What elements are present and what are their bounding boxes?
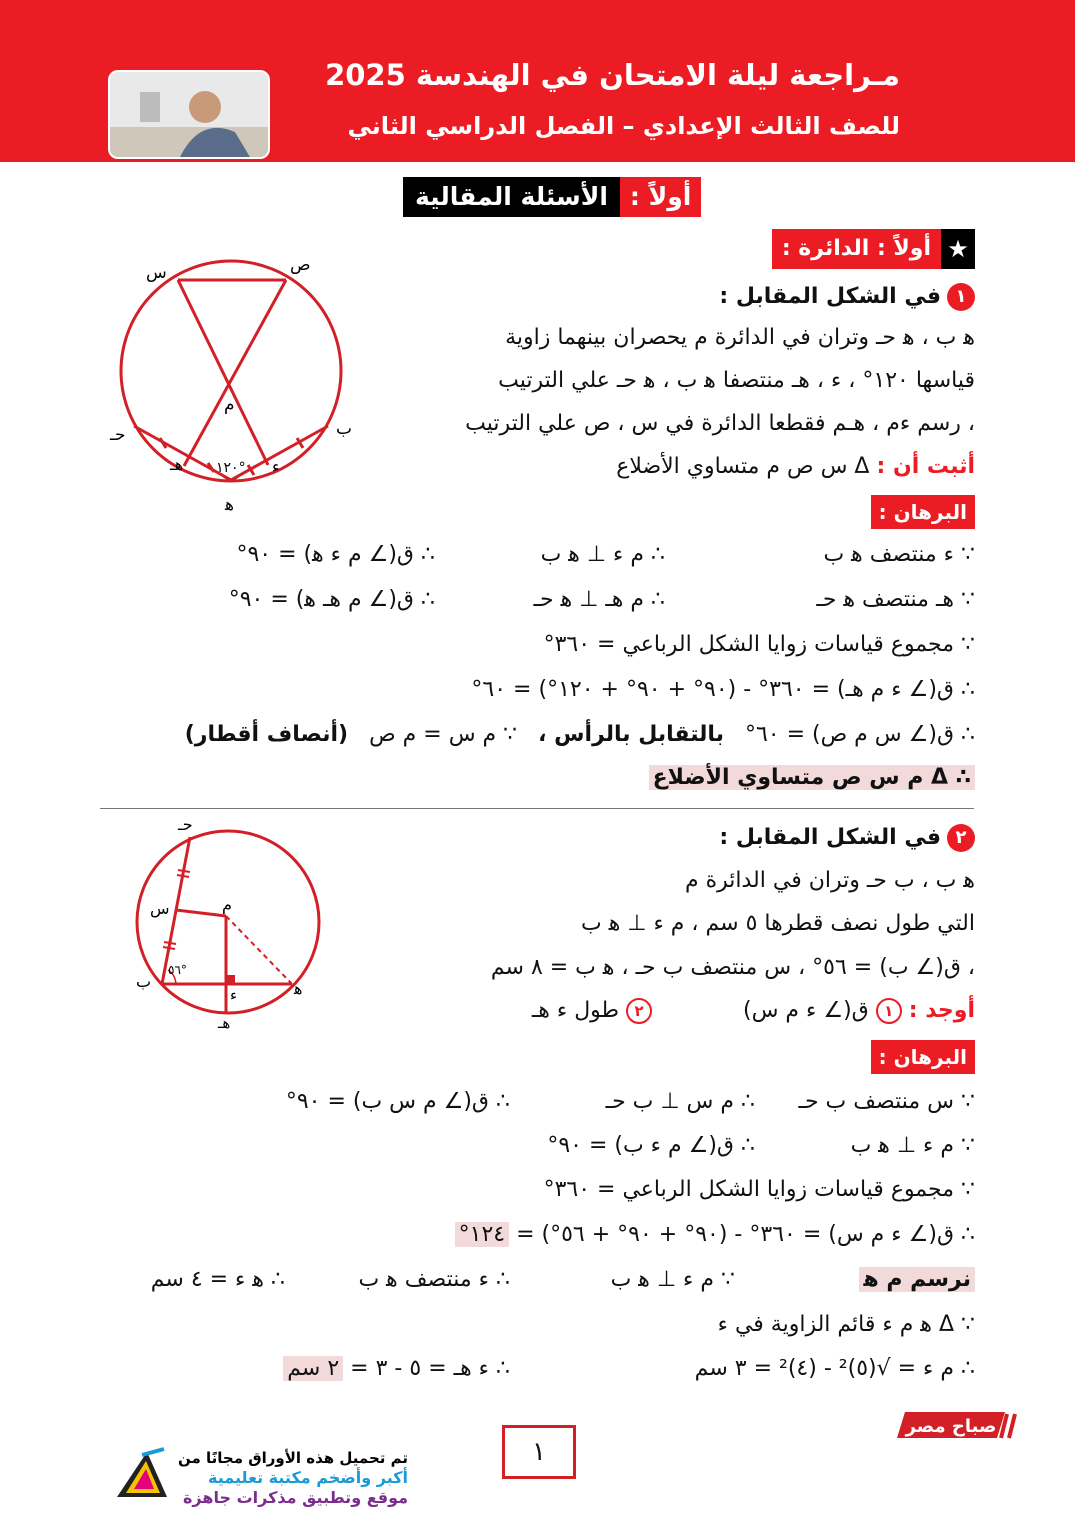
section-heading-part1: أولاً : (620, 177, 701, 217)
q2-proof-5b: ∵ م ء ⊥ ﻫ ب (610, 1267, 735, 1292)
q2-proof-7b (283, 1354, 510, 1384)
q1-label-h: حـ (110, 425, 126, 445)
q2-label-m: م (222, 895, 232, 914)
q1-proof-4: ∴ ق(∠ ء م هـ) = ٣٦٠° - (٩٠° + ٩٠° + ١٢٠°) = ٦٠° (471, 677, 975, 702)
q1-angle-label: ١٢٠° (216, 460, 246, 476)
q2-line-2: التي طول نصف قطرها ٥ سم ، م ء ⊥ ﻫ ب (580, 911, 975, 936)
q2-proof-1c: ∴ ق(∠ م س ب) = ٩٠° (285, 1089, 510, 1114)
q1-proof-2c: ∴ ق(∠ م هـ ﻫ) = ٩٠° (228, 587, 435, 612)
q2-proof-5c: ∴ ء منتصف ﻫ ب (358, 1267, 510, 1292)
footer-line-1: تم تحميل هذه الأوراق مجانًا من (178, 1449, 409, 1467)
q1-proof-3: ∵ مجموع قياسات زوايا الشكل الرباعي = ٣٦٠° (543, 632, 975, 657)
q1-label-a: ﻫ (225, 495, 234, 515)
brand-logo (855, 1410, 1023, 1440)
q1-proof-2b: ∴ م هـ ⊥ ﻫ حـ (533, 587, 665, 612)
q1-conclusion-text: ∴ Δ م س ص متساوي الأضلاع (649, 765, 975, 790)
brand-name: صباح مصر (905, 1416, 997, 1437)
q1-number-badge: ١ (947, 283, 975, 311)
q1-proof-5 (185, 720, 975, 750)
library-logo-icon (112, 1447, 172, 1502)
q2-proof-5a (859, 1265, 975, 1295)
q2-find-1: ق(∠ ء م س) (742, 998, 869, 1023)
q1-proof-1c: ∴ ق(∠ م ء ﻫ) = ٩٠° (236, 542, 435, 567)
q1-prove-label: أثبت أن : (876, 454, 975, 479)
q1-proof-5d: (أنصاف أقطار) (184, 722, 349, 747)
q2-proof-4-text: ∴ ق(∠ ء م س) = ٣٦٠° - (٩٠° + ٩٠° + ٥٦°) = (516, 1222, 975, 1247)
q2-proof-2a: ∵ م ء ⊥ ﻫ ب (850, 1133, 975, 1158)
q2-number-badge: ٢ (947, 824, 975, 852)
q1-heading (719, 282, 975, 312)
page-number: ١ (502, 1425, 576, 1479)
q1-proof-5b: بالتقابل بالرأس ، (538, 722, 724, 747)
section-heading (403, 177, 701, 217)
q1-line-2: قياسها ١٢٠° ، ء ، هـ منتصفا ﻫ ب ، ﻫ حـ علي الترتيب (498, 368, 975, 393)
q2-label-h: حـ (178, 822, 193, 834)
q2-proof-4-answer: ١٢٤° (455, 1222, 509, 1247)
q2-proof-5a-text: نرسم م ﻫ (859, 1267, 975, 1292)
footer-line-2: أكبر وأضخم مكتبة تعليمية (208, 1468, 409, 1487)
q2-label-he: هـ (218, 1014, 231, 1032)
q1-label-d: ء (272, 457, 280, 476)
q2-find-2: طول ء هـ (531, 998, 620, 1023)
q1-heading-text: في الشكل المقابل : (719, 284, 941, 309)
q1-proof-2a: ∵ هـ منتصف ﻫ حـ (816, 587, 975, 612)
q2-label-d: ء (230, 986, 238, 1004)
q1-proof-5a: ∴ ق(∠ س م ص) = ٦٠° (744, 722, 975, 747)
q2-label-s: س (150, 899, 170, 918)
q1-label-sad: ص (290, 258, 311, 275)
q2-label-a: ﻫ (294, 979, 303, 998)
q2-label-b: ب (136, 972, 152, 991)
footer-text (178, 1448, 408, 1508)
q2-proof-label: البرهان : (871, 1040, 975, 1074)
q2-find-1-badge: ١ (876, 998, 902, 1024)
star-icon: ★ (941, 229, 975, 269)
q2-find-label: أوجد : (908, 998, 975, 1023)
subsection-heading (772, 229, 975, 269)
q2-find-2-badge: ٢ (626, 998, 652, 1024)
q1-figure (104, 258, 354, 520)
q2-line-3: ، ق(∠ ب) = ٥٦° ، س منتصف ب حـ ، ﻫ ب = ٨ سم (490, 955, 975, 980)
q2-angle-label: ٥٦° (168, 963, 187, 977)
q2-proof-4 (455, 1220, 975, 1250)
subsection-label: أولاً : الدائرة : (772, 229, 941, 269)
section-heading-part2: الأسئلة المقالية (403, 177, 620, 217)
q2-heading (719, 823, 975, 853)
q2-proof-3: ∵ مجموع قياسات زوايا الشكل الرباعي = ٣٦٠° (543, 1177, 975, 1202)
q1-proof-label: البرهان : (871, 495, 975, 529)
q2-proof-7b-answer: ٢ سم (283, 1356, 343, 1381)
q1-prove (616, 452, 975, 482)
q2-proof-1a: ∵ س منتصف ب حـ (798, 1089, 975, 1114)
student-photo (108, 70, 270, 159)
q2-proof-7b-text: ∴ ء هـ = ٥ - ٣ = (350, 1356, 510, 1381)
q1-line-3: ، رسم ءم ، هـم فقطعا الدائرة في س ، ص علي الترتيب (465, 411, 975, 436)
q2-heading-text: في الشكل المقابل : (719, 825, 941, 850)
q1-prove-text: Δ س ص م متساوي الأضلاع (616, 454, 870, 479)
header-title: مـراجعة ليلة الامتحان في الهندسة 2025 (325, 58, 900, 92)
q2-proof-2b: ∴ ق(∠ م ء ب) = ٩٠° (547, 1133, 755, 1158)
footer-line-3: موقع وتطبيق مذكرات جاهزة (182, 1488, 409, 1507)
divider (100, 808, 974, 809)
header-subtitle: للصف الثالث الإعدادي – الفصل الدراسي الثاني (347, 112, 900, 140)
q1-label-m: م (224, 395, 235, 415)
q1-proof-1a: ∵ ء منتصف ﻫ ب (823, 542, 975, 567)
q1-label-he: هـ (170, 455, 184, 474)
header-banner (0, 0, 1075, 162)
q1-line-1: ﻫ ب ، ﻫ حـ وتران في الدائرة م يحصران بينهما زاوية (505, 325, 975, 350)
q2-line-1: ﻫ ب ، ب حـ وتران في الدائرة م (684, 868, 975, 893)
q2-figure (128, 822, 328, 1037)
q2-proof-7a: ∴ م ء = √(٥)² - (٤)² = ٣ سم (694, 1356, 975, 1381)
q2-proof-5d: ∴ ﻫ ء = ٤ سم (150, 1267, 285, 1292)
q1-conclusion (649, 763, 975, 793)
q1-proof-1b: ∴ م ء ⊥ ﻫ ب (540, 542, 665, 567)
q1-label-b: ب (336, 419, 353, 439)
q2-find (532, 996, 975, 1026)
q2-proof-6: ∵ Δ ﻫ م ء قائم الزاوية في ء (717, 1312, 975, 1337)
q1-proof-5c: ∵ م س = م ص (369, 722, 518, 747)
q1-label-s: س (146, 263, 167, 283)
q2-proof-1b: ∴ م س ⊥ ب حـ (605, 1089, 755, 1114)
